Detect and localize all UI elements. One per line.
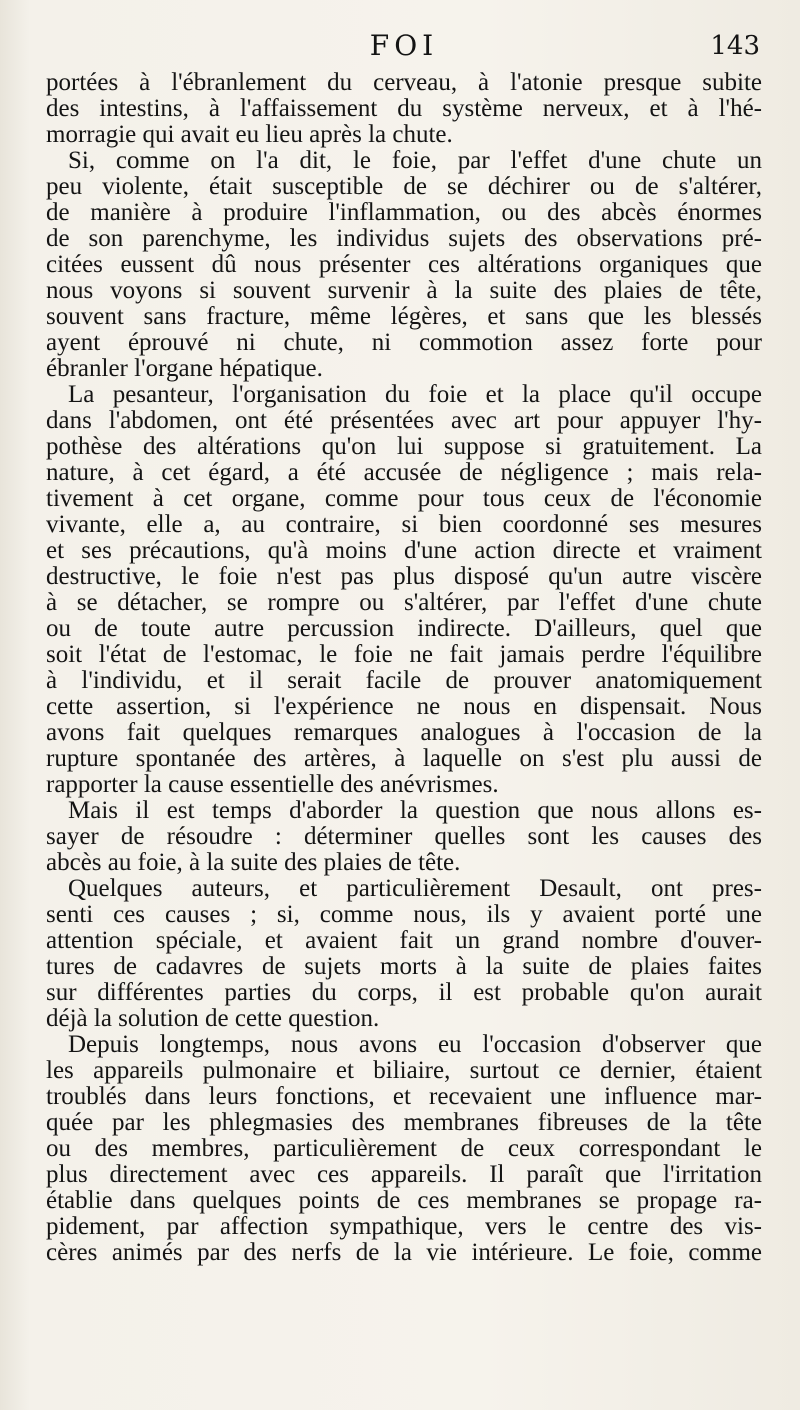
text-line: ou de toute autre percussion indirecte. D'ailleurs, quel que xyxy=(46,615,762,642)
text-line: déjà la solution de cette question. xyxy=(46,1005,380,1032)
text-line: senti ces causes ; si, comme nous, ils y avaient porté une xyxy=(46,901,762,928)
text-line: soit l'état de l'estomac, le foie ne fait jamais perdre l'équilibre xyxy=(46,641,762,668)
text-line: rupture spontanée des artères, à laquelle on s'est plu aussi de xyxy=(46,745,762,772)
text-line: avons fait quelques remarques analogues à l'occasion de la xyxy=(46,719,762,746)
text-line: souvent sans fracture, même légères, et sans que les blessés xyxy=(46,303,762,330)
text-line: troublés dans leurs fonctions, et recevaient une influence mar- xyxy=(46,1083,762,1110)
text-line: morragie qui avait eu lieu après la chute. xyxy=(46,121,453,148)
text-line: des intestins, à l'affaissement du système nerveux, et à l'hé- xyxy=(46,95,762,122)
text-line: attention spéciale, et avaient fait un grand nombre d'ouver- xyxy=(46,927,762,954)
body-text xyxy=(46,70,762,1266)
text-line: portées à l'ébranlement du cerveau, à l'atonie presque subite xyxy=(46,69,762,96)
paragraph-start-line: Si, comme on l'a dit, le foie, par l'effet d'une chute un xyxy=(68,147,762,174)
text-line: de manière à produire l'inflammation, ou des abcès énormes xyxy=(46,199,762,226)
text-line: quée par les phlegmasies des membranes fibreuses de la tête xyxy=(46,1109,762,1136)
text-line: ébranler l'organe hépatique. xyxy=(46,355,323,382)
text-line: à se détacher, se rompre ou s'altérer, par l'effet d'une chute xyxy=(46,589,762,616)
text-line: ayent éprouvé ni chute, ni commotion assez forte pour xyxy=(46,329,762,356)
text-line: ou des membres, particulièrement de ceux correspondant le xyxy=(46,1135,762,1162)
text-line: tivement à cet organe, comme pour tous ceux de l'économie xyxy=(46,485,762,512)
text-line: tures de cadavres de sujets morts à la suite de plaies faites xyxy=(46,953,762,980)
text-line: vivante, elle a, au contraire, si bien coordonné ses mesures xyxy=(46,511,762,538)
text-line: plus directement avec ces appareils. Il paraît que l'irritation xyxy=(46,1161,762,1188)
text-line: cères animés par des nerfs de la vie intérieure. Le foie, comme xyxy=(46,1239,762,1266)
paragraph-start-line: Mais il est temps d'aborder la question que nous allons es- xyxy=(68,797,762,824)
running-title: FOI xyxy=(369,29,439,62)
paragraph-start-line: Depuis longtemps, nous avons eu l'occasion d'observer que xyxy=(68,1031,762,1058)
text-line: citées eussent dû nous présenter ces altérations organiques que xyxy=(46,251,762,278)
text-line: nous voyons si souvent survenir à la suite des plaies de tête, xyxy=(46,277,762,304)
text-line: nature, à cet égard, a été accusée de négligence ; mais rela- xyxy=(46,459,762,486)
paragraph-start-line: Quelques auteurs, et particulièrement Desault, ont pres- xyxy=(68,875,762,902)
text-line: rapporter la cause essentielle des anévrismes. xyxy=(46,771,499,798)
text-line: établie dans quelques points de ces membranes se propage ra- xyxy=(46,1187,762,1214)
text-line: à l'individu, et il serait facile de prouver anatomiquement xyxy=(46,667,762,694)
text-line: dans l'abdomen, ont été présentées avec art pour appuyer l'hy- xyxy=(46,407,762,434)
text-line: sur différentes parties du corps, il est probable qu'on aurait xyxy=(46,979,762,1006)
text-line: sayer de résoudre : déterminer quelles sont les causes des xyxy=(46,823,762,850)
text-line: cette assertion, si l'expérience ne nous en dispensait. Nous xyxy=(46,693,762,720)
text-line: de son parenchyme, les individus sujets des observations pré- xyxy=(46,225,762,252)
text-line: destructive, le foie n'est pas plus disposé qu'un autre viscère xyxy=(46,563,762,590)
text-line: peu violente, était susceptible de se déchirer ou de s'altérer, xyxy=(46,173,762,200)
text-line: et ses précautions, qu'à moins d'une action directe et vraiment xyxy=(46,537,762,564)
running-head xyxy=(48,28,760,64)
paragraph-start-line: La pesanteur, l'organisation du foie et la place qu'il occupe xyxy=(68,381,762,408)
text-line: pothèse des altérations qu'on lui suppose si gratuitement. La xyxy=(46,433,762,460)
text-line: les appareils pulmonaire et biliaire, surtout ce dernier, étaient xyxy=(46,1057,762,1084)
page-number: 143 xyxy=(710,31,760,61)
text-line: pidement, par affection sympathique, vers le centre des vis- xyxy=(46,1213,762,1240)
text-line: abcès au foie, à la suite des plaies de tête. xyxy=(46,849,461,876)
